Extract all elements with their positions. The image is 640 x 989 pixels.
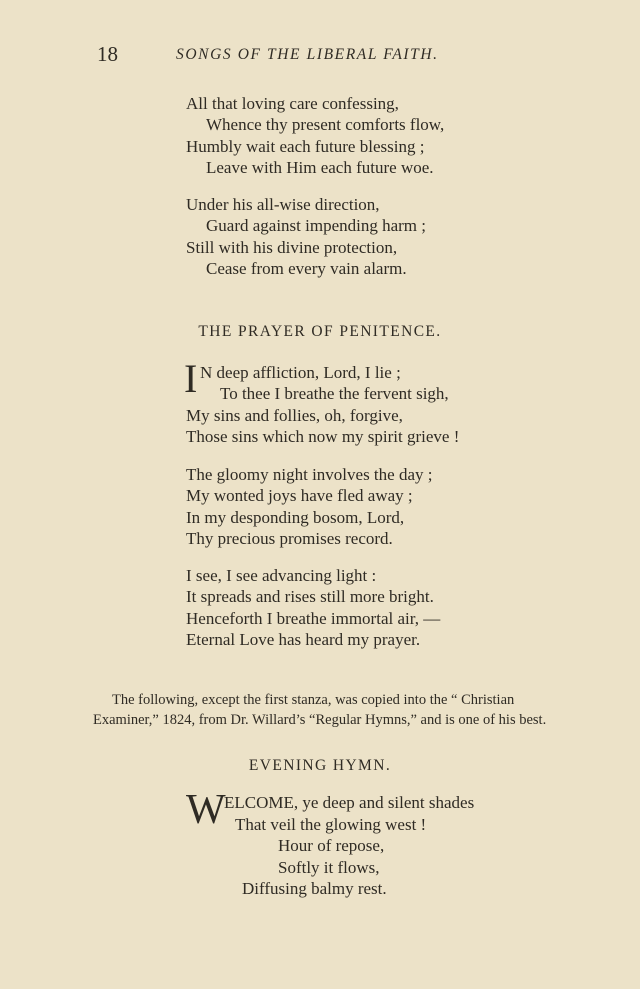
poem-line: Eternal Love has heard my prayer. <box>186 629 421 649</box>
evening-hymn-title: EVENING HYMN. <box>248 757 392 774</box>
poem-line: Under his all-wise direction, <box>186 195 380 214</box>
page-header <box>0 42 640 72</box>
poem-line: My sins and follies, oh, forgive, <box>186 405 403 425</box>
poem-line: Leave with Him each future woe. <box>206 157 434 177</box>
poem-line: Softly it flows, <box>278 858 380 877</box>
prayer-stanza-2 <box>186 464 432 549</box>
first-line-text: N deep affliction, Lord, I lie ; <box>200 363 401 382</box>
poem-line: That veil the glowing west ! <box>235 815 427 834</box>
running-title: SONGS OF THE LIBERAL FAITH. <box>176 46 439 63</box>
poem-line: Guard against impending harm ; <box>206 216 427 236</box>
poem-line: In my desponding bosom, Lord, <box>186 507 405 527</box>
poem-line: Henceforth I breathe immortal air, — <box>186 608 441 628</box>
page-number: 18 <box>97 42 118 66</box>
dropcap-i: I <box>184 356 198 401</box>
prayer-stanza-3 <box>186 565 440 650</box>
poem-line: My wonted joys have fled away ; <box>186 486 413 506</box>
prayer-title: THE PRAYER OF PENITENCE. <box>198 323 442 340</box>
poem-line: All that loving care confessing, <box>186 94 399 113</box>
poem-line: Diffusing balmy rest. <box>242 879 387 898</box>
poem-line: ELCOME, ye deep and silent shades <box>224 793 475 812</box>
poem-line: Cease from every vain alarm. <box>206 258 407 278</box>
dropcap-w: W <box>186 787 226 833</box>
poem-line: Humbly wait each future blessing ; <box>186 136 425 156</box>
poem-line: Hour of repose, <box>278 836 385 855</box>
poem-line: To thee I breathe the fervent sigh, <box>220 384 449 404</box>
stanza-top-2 <box>186 194 426 279</box>
poem-line: Thy precious promises record. <box>186 528 393 548</box>
stanza-top-1 <box>186 93 444 178</box>
editorial-note: The following, except the first stanza, was copied into the “ Christian Examiner,” 1824, from Dr. Willard’s “Regular Hymns,” and is one of his best. <box>93 692 547 728</box>
poem-line: Whence thy present comforts flow, <box>206 115 445 135</box>
poem-line: Those sins which now my spirit grieve ! <box>186 426 460 446</box>
prayer-stanza-1 <box>184 356 460 447</box>
poem-line: Still with his divine protection, <box>186 237 398 257</box>
poem-line: It spreads and rises still more bright. <box>186 587 434 607</box>
poem-line: The gloomy night involves the day ; <box>186 465 433 484</box>
poem-line: I see, I see advancing light : <box>186 566 377 585</box>
